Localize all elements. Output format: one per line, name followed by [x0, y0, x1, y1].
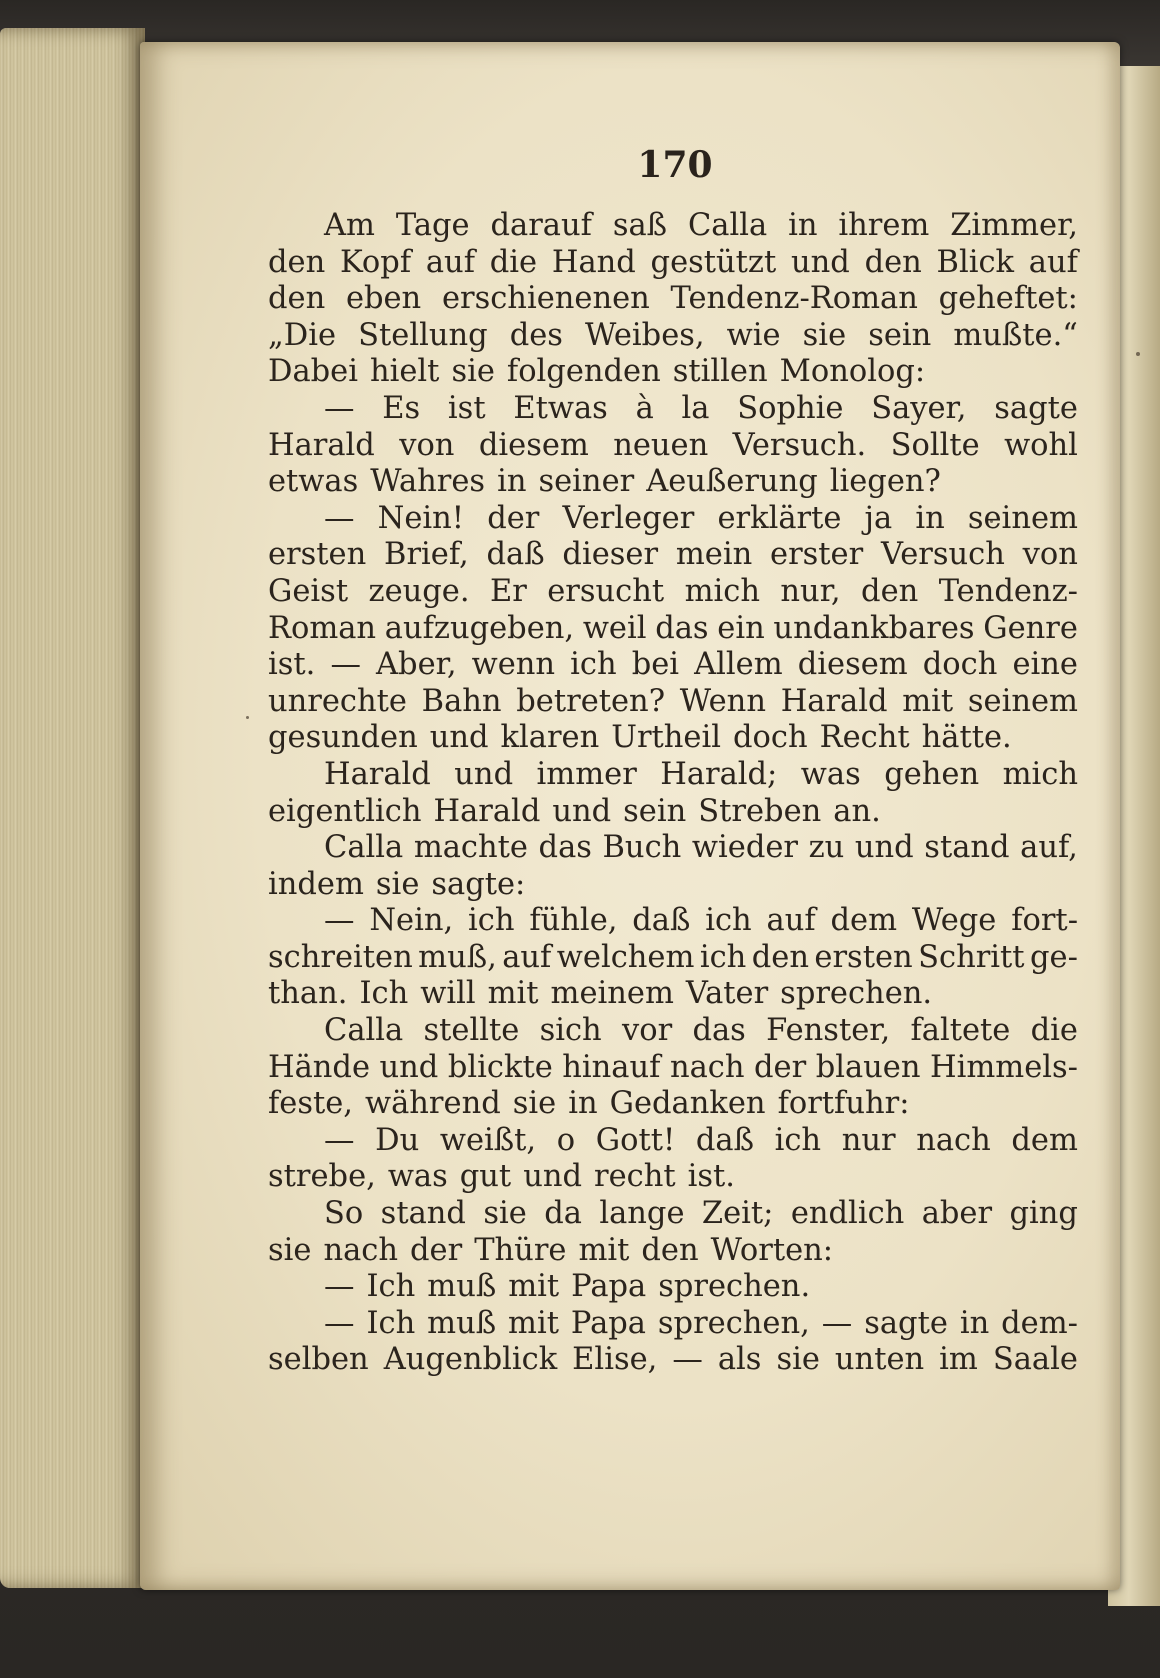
word: sagte — [994, 390, 1078, 426]
word: — — [324, 1122, 355, 1158]
word: Tendenz- — [938, 573, 1078, 609]
word: auf — [766, 903, 816, 939]
text-line — [268, 976, 1078, 1013]
word: gehen — [884, 756, 980, 792]
word: sagte: — [431, 866, 526, 902]
word: ist. — [687, 1159, 735, 1195]
text-line — [268, 1013, 1078, 1050]
word: — — [330, 647, 361, 683]
word: Monolog: — [779, 354, 926, 390]
word: in — [915, 500, 945, 536]
word: des — [509, 317, 563, 353]
word: Tendenz-Roman — [670, 281, 918, 317]
word: Nein! — [377, 500, 465, 536]
word: wieder — [691, 830, 798, 866]
word: undankbares — [773, 610, 975, 646]
word: den — [864, 244, 922, 280]
word: in — [568, 1086, 598, 1122]
word: weil — [582, 610, 647, 646]
word: Es — [382, 390, 421, 426]
word: klaren — [500, 720, 600, 756]
word: in — [788, 208, 818, 243]
word: und — [429, 720, 489, 756]
word: Weibes, — [585, 317, 705, 353]
word: darauf — [490, 208, 592, 243]
word: Dabei — [268, 354, 358, 390]
word: mich — [1002, 756, 1078, 792]
word: in — [959, 1305, 990, 1341]
word: ja — [864, 500, 893, 536]
word: Zeit; — [701, 1196, 774, 1232]
word: erschienenen — [441, 281, 650, 317]
word: sie — [776, 1342, 820, 1378]
word: ging — [1009, 1196, 1078, 1232]
word: sein — [623, 793, 687, 829]
word: — — [324, 903, 355, 939]
text-line — [268, 830, 1078, 867]
word: seiner — [538, 464, 635, 500]
word: nur, — [780, 573, 841, 609]
word: Urtheil — [611, 720, 721, 756]
word: Sophie — [737, 390, 844, 426]
word: der — [487, 500, 540, 536]
word: und — [454, 756, 514, 792]
word: Saale — [992, 1342, 1078, 1378]
word: ist — [447, 390, 486, 426]
word: stillen — [672, 354, 768, 390]
speck — [246, 716, 249, 719]
text-line — [268, 391, 1078, 428]
word: den — [641, 1232, 699, 1268]
word: Ich — [366, 1305, 416, 1341]
text-line — [268, 867, 1078, 904]
word: daß — [486, 537, 545, 573]
word: endlich — [790, 1196, 905, 1232]
word: Roman — [268, 610, 377, 646]
word: stellte — [423, 1013, 520, 1049]
word: ersten — [268, 537, 367, 573]
text-line — [268, 611, 1078, 648]
word: bei — [631, 647, 680, 683]
word: aufzugeben, — [384, 610, 575, 646]
word: Schritt — [918, 939, 1025, 975]
word: feste, — [268, 1086, 353, 1122]
word: unrechte — [268, 683, 407, 719]
word: gut — [459, 1159, 512, 1195]
word: und — [854, 830, 914, 866]
text-line — [268, 1269, 1078, 1306]
word: Himmels- — [930, 1049, 1078, 1085]
word: seinem — [967, 683, 1078, 719]
word: mit — [508, 1305, 559, 1341]
word: Recht — [819, 720, 910, 756]
word: So — [324, 1196, 364, 1232]
text-line — [268, 1050, 1078, 1087]
word: strebe, — [268, 1159, 376, 1195]
word: Bahn — [421, 683, 502, 719]
text-line — [268, 1342, 1078, 1379]
text-line — [268, 757, 1078, 794]
text-line — [268, 464, 1078, 501]
word: Hand — [551, 244, 636, 280]
word: mit — [902, 683, 954, 719]
word: hätte. — [921, 720, 1012, 756]
text-line — [268, 281, 1078, 318]
word: à — [635, 390, 654, 426]
word: Er — [489, 573, 527, 609]
word: dieser — [562, 537, 659, 573]
word: und — [379, 1049, 439, 1085]
word: neuen — [613, 427, 709, 463]
word: Calla — [324, 1013, 404, 1049]
word: ich — [774, 1122, 822, 1158]
word: Elise, — [572, 1342, 658, 1378]
word: Etwas — [513, 390, 608, 426]
text-line — [268, 1196, 1078, 1233]
word: hinauf — [562, 1049, 661, 1085]
word: der — [754, 1049, 807, 1085]
word: mit — [508, 1269, 560, 1305]
word: — — [324, 390, 355, 426]
word: liegen? — [829, 464, 941, 500]
word: den — [268, 281, 326, 317]
text-line — [268, 1123, 1078, 1160]
word: selben — [268, 1342, 369, 1378]
word: erklärte — [717, 500, 842, 536]
word: mit — [487, 976, 539, 1012]
text-line — [268, 245, 1078, 282]
word: Kopf — [339, 244, 412, 280]
word: machte — [413, 830, 528, 866]
word: seinem — [967, 500, 1078, 536]
word: will — [420, 976, 476, 1012]
word: an. — [833, 793, 881, 829]
word: Tage — [395, 208, 470, 243]
word: den — [861, 573, 919, 609]
text-line — [268, 537, 1078, 574]
left-page-edge — [0, 28, 145, 1588]
word: betreten? — [516, 683, 666, 719]
word: folgenden — [506, 354, 661, 390]
word: und — [552, 793, 612, 829]
word: ich — [468, 903, 515, 939]
word: „Die — [268, 317, 337, 353]
word: Sayer, — [871, 390, 967, 426]
word: Harald — [324, 756, 431, 792]
word: geheftet: — [938, 281, 1078, 317]
page-number: 170 — [637, 144, 713, 186]
word: zeuge. — [368, 573, 470, 609]
word: das — [655, 610, 709, 646]
word: doch — [733, 720, 808, 756]
word: der — [410, 1232, 463, 1268]
word: ich — [570, 647, 617, 683]
word: die — [489, 244, 538, 280]
word: mein — [675, 537, 753, 573]
word: ist. — [268, 647, 316, 683]
word: Wenn — [679, 683, 766, 719]
word: sich — [539, 1013, 602, 1049]
text-line — [268, 1159, 1078, 1196]
word: Du — [375, 1122, 420, 1158]
word: was — [387, 1159, 448, 1195]
word: wenn — [471, 647, 556, 683]
word: Harald — [433, 793, 541, 829]
word: Ich — [359, 976, 409, 1012]
word: Streben — [698, 793, 822, 829]
body-text — [268, 208, 1078, 1379]
word: Versuch — [880, 537, 1005, 573]
word: Calla — [324, 830, 404, 866]
word: vor — [621, 1013, 673, 1049]
word: welchem — [556, 939, 695, 975]
text-line — [268, 647, 1078, 684]
word: Hände — [268, 1049, 370, 1085]
word: nach — [669, 1049, 745, 1085]
word: sie — [512, 1086, 557, 1122]
word: Papa — [571, 1269, 647, 1305]
word: fühle, — [529, 903, 618, 939]
word: zu — [808, 830, 845, 866]
word: Ich — [366, 1269, 416, 1305]
word: Gott! — [595, 1122, 676, 1158]
word: ersten — [814, 939, 913, 975]
word: Papa — [570, 1305, 646, 1341]
word: Fenster, — [766, 1013, 891, 1049]
word: Worten: — [710, 1232, 834, 1268]
word: auf, — [1020, 830, 1078, 866]
word: dem — [1011, 1122, 1078, 1158]
word: wohl — [1004, 427, 1078, 463]
word: auf — [502, 939, 552, 975]
text-line — [268, 501, 1078, 538]
word: — — [821, 1305, 853, 1341]
word: als — [717, 1342, 762, 1378]
word: das — [538, 830, 592, 866]
speck — [1136, 352, 1140, 356]
word: unten — [834, 1342, 925, 1378]
word: indem — [268, 866, 364, 902]
word: doch — [922, 647, 998, 683]
word: etwas — [268, 464, 359, 500]
word: aber — [921, 1196, 993, 1232]
word: ihrem — [838, 208, 930, 243]
word: Thüre — [474, 1232, 567, 1268]
word: daß — [695, 1122, 754, 1158]
word: hielt — [369, 354, 440, 390]
word: sagte — [864, 1305, 948, 1341]
word: muß — [427, 1305, 497, 1341]
word: Aeußerung — [646, 464, 818, 500]
word: muß — [427, 1269, 497, 1305]
word: sie — [375, 866, 420, 902]
text-line — [268, 720, 1078, 757]
word: Wahres — [370, 464, 486, 500]
word: o — [556, 1122, 576, 1158]
word: ich — [699, 939, 747, 975]
word: da — [544, 1196, 582, 1232]
word: Aber, — [376, 647, 457, 683]
text-line — [268, 1233, 1078, 1270]
word: gesunden — [268, 720, 418, 756]
word: mich — [684, 573, 760, 609]
word: im — [939, 1342, 978, 1378]
text-line — [268, 208, 1078, 245]
word: meinem — [550, 976, 674, 1012]
word: diesem — [797, 647, 908, 683]
word: Brief, — [384, 537, 469, 573]
word: diesem — [478, 427, 589, 463]
word: — — [672, 1342, 703, 1378]
word: blauen — [815, 1049, 921, 1085]
word: sie — [802, 317, 847, 353]
word: eigentlich — [268, 793, 422, 829]
text-line — [268, 1306, 1078, 1343]
text-line — [268, 428, 1078, 465]
word: mußte.“ — [953, 317, 1078, 353]
word: than. — [268, 976, 348, 1012]
text-line — [268, 794, 1078, 831]
word: Augenblick — [383, 1342, 558, 1378]
word: Allem — [694, 647, 783, 683]
word: fort- — [1011, 903, 1078, 939]
word: sie — [268, 1232, 312, 1268]
word: während — [365, 1086, 501, 1122]
word: fortfuhr: — [777, 1086, 910, 1122]
word: Zimmer, — [950, 208, 1078, 243]
word: Am — [324, 208, 375, 243]
word: von — [1022, 537, 1078, 573]
word: erster — [770, 537, 864, 573]
word: von — [399, 427, 455, 463]
word: Sollte — [890, 427, 980, 463]
word: ge- — [1030, 939, 1078, 975]
word: mit — [578, 1232, 630, 1268]
word: saß — [612, 208, 668, 243]
text-line — [268, 903, 1078, 940]
word: sprechen. — [658, 1269, 811, 1305]
word: faltete — [910, 1013, 1011, 1049]
word: auf — [1028, 244, 1078, 280]
word: eine — [1012, 647, 1078, 683]
word: ersucht — [547, 573, 665, 609]
word: stand — [924, 830, 1010, 866]
text-line — [268, 684, 1078, 721]
word: blickte — [447, 1049, 553, 1085]
word: auf — [425, 244, 475, 280]
word: und — [523, 1159, 583, 1195]
word: Geist — [268, 573, 349, 609]
word: Gedanken — [609, 1086, 766, 1122]
word: ich — [705, 903, 752, 939]
word: immer — [536, 756, 637, 792]
word: ein — [717, 610, 765, 646]
word: Harald — [780, 683, 888, 719]
word: sein — [868, 317, 932, 353]
word: muß, — [418, 939, 497, 975]
word: sie — [451, 354, 495, 390]
word: Wege — [911, 903, 997, 939]
word: — — [324, 1305, 355, 1341]
word: gestützt — [650, 244, 777, 280]
word: Buch — [602, 830, 682, 866]
word: daß — [632, 903, 691, 939]
word: schreiten — [268, 939, 413, 975]
word: sprechen. — [780, 976, 933, 1012]
word: Genre — [983, 610, 1078, 646]
word: Harald — [268, 427, 375, 463]
word: den — [751, 939, 809, 975]
word: sie — [483, 1196, 527, 1232]
word: sprechen, — [657, 1305, 810, 1341]
word: weißt, — [439, 1122, 537, 1158]
text-line — [268, 354, 1078, 391]
word: la — [681, 390, 710, 426]
word: — — [324, 1269, 355, 1305]
word: wie — [726, 317, 781, 353]
word: den — [268, 244, 326, 280]
word: Blick — [936, 244, 1015, 280]
word: recht — [594, 1159, 676, 1195]
word: Harald; — [660, 756, 778, 792]
text-line — [268, 318, 1078, 355]
word: Vater — [685, 976, 769, 1012]
word: Verleger — [562, 500, 695, 536]
word: das — [692, 1013, 746, 1049]
word: was — [800, 756, 861, 792]
text-line — [268, 1086, 1078, 1123]
word: — — [324, 500, 355, 536]
word: nach — [916, 1122, 991, 1158]
word: und — [791, 244, 850, 280]
word: dem — [830, 903, 898, 939]
text-line — [268, 940, 1078, 977]
word: Stellung — [358, 317, 488, 353]
word: eben — [345, 281, 422, 317]
word: dem- — [1001, 1305, 1078, 1341]
word: Versuch. — [732, 427, 867, 463]
word: nach — [323, 1232, 399, 1268]
word: die — [1030, 1013, 1078, 1049]
word: lange — [599, 1196, 685, 1232]
word: stand — [380, 1196, 466, 1232]
word: in — [497, 464, 527, 500]
word: Nein, — [369, 903, 454, 939]
text-line — [268, 574, 1078, 611]
word: nur — [841, 1122, 896, 1158]
word: Calla — [687, 208, 768, 243]
